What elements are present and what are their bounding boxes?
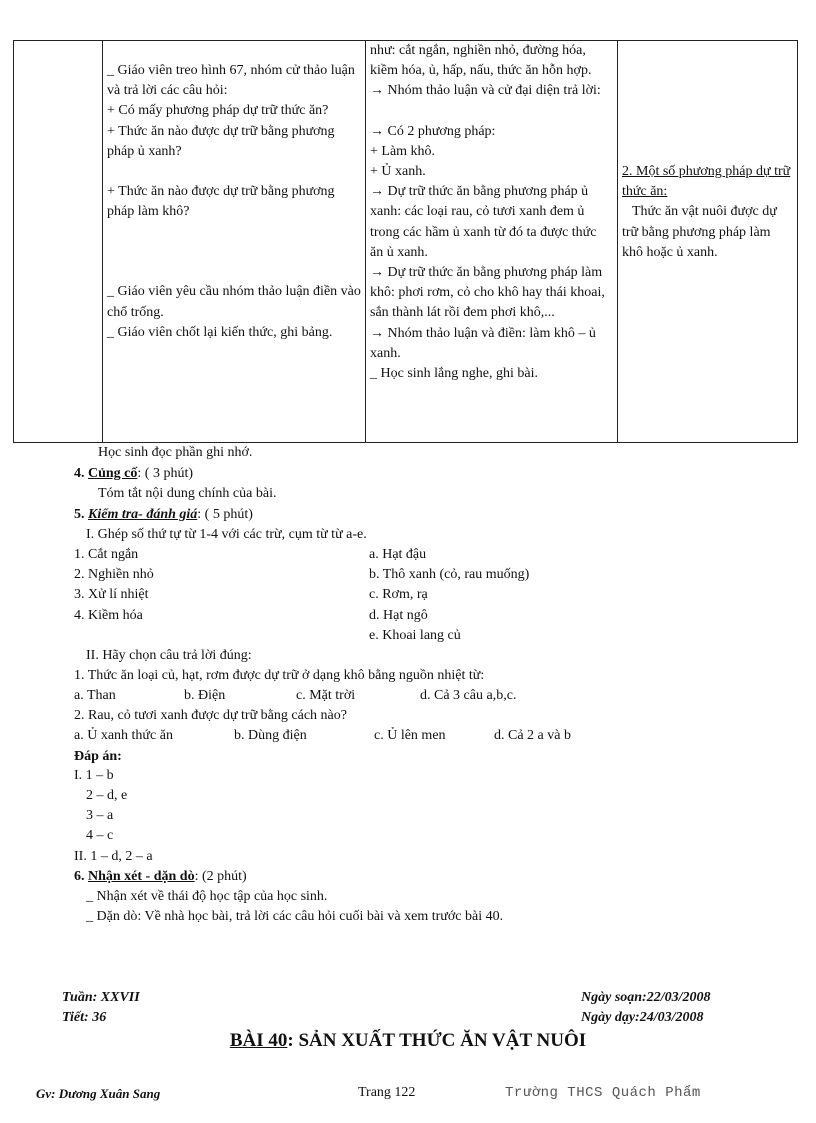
- q2-1-option: d. Cả 3 câu a,b,c.: [420, 688, 517, 703]
- student-line: → Nhóm thảo luận và điền: làm khô – ủ xanh.: [370, 325, 596, 361]
- section-6-line: _ Dặn dò: Về nhà học bài, trả lời các câu hỏi cuối bài và xem trước bài 40.: [86, 909, 504, 924]
- lesson-title-text: : SẢN XUẤT THỨC ĂN VẬT NUÔI: [287, 1030, 587, 1051]
- student-line: → Có 2 phương pháp:: [370, 123, 496, 139]
- student-line: → Nhóm thảo luận và cử đại diện trả lời:: [370, 83, 601, 99]
- student-line: → Dự trữ thức ăn bằng phương pháp làm khô: phơi rơm, cỏ cho khô hay thái khoai, sắn thành lát rồi đem phơi khô,...: [370, 265, 605, 321]
- match-left-item: 4. Kiềm hóa: [74, 608, 143, 623]
- content-cell: [618, 41, 798, 443]
- match-right-item: b. Thô xanh (cỏ, rau muống): [369, 567, 530, 582]
- question-2-1: 1. Thức ăn loại củ, hạt, rơm được dự trữ ở dạng khô bằng nguồn nhiệt từ:: [74, 668, 485, 683]
- lesson-title: [0, 1030, 816, 1052]
- q2-2-option: d. Cả 2 a và b: [494, 728, 571, 743]
- section-4-time: : ( 3 phút): [137, 466, 194, 481]
- answer-label: Đáp án:: [74, 749, 122, 764]
- teacher-line: _ Giáo viên treo hình 67, nhóm cử thảo luận và trả lời các câu hỏi:: [107, 63, 355, 99]
- student-activity-cell: [366, 41, 618, 443]
- lesson-number: BÀI 40: [229, 1030, 288, 1051]
- match-right-item: d. Hạt ngô: [369, 608, 428, 623]
- lesson-table: [13, 40, 798, 443]
- section-6-title: Nhận xét - dặn dò: [88, 869, 195, 884]
- teacher-line: + Thức ăn nào được dự trữ bằng phương pháp làm khô?: [107, 184, 335, 220]
- match-right-item: a. Hạt đậu: [369, 547, 427, 562]
- q2-1-option: a. Than: [74, 688, 116, 703]
- teacher-line: _ Giáo viên chốt lại kiến thức, ghi bảng.: [107, 324, 333, 340]
- read-note: Học sinh đọc phần ghi nhớ.: [98, 445, 253, 460]
- answer-line: II. 1 – d, 2 – a: [74, 849, 153, 864]
- footer-teacher: Gv: Dương Xuân Sang: [36, 1086, 161, 1101]
- section-5-number: 5.: [74, 507, 85, 522]
- match-left-item: 1. Cắt ngắn: [74, 547, 139, 562]
- question-2-2: 2. Rau, cỏ tươi xanh được dự trữ bằng cách nào?: [74, 708, 347, 723]
- teacher-line: + Có mấy phương pháp dự trữ thức ăn?: [107, 103, 329, 119]
- section-5-heading: [74, 505, 253, 525]
- teacher-line: + Thức ăn nào được dự trữ bằng phương pháp ủ xanh?: [107, 123, 335, 159]
- question-2-intro: II. Hãy chọn câu trả lời đúng:: [86, 648, 252, 663]
- match-right-item: e. Khoai lang củ: [369, 628, 461, 643]
- period-label: Tiết: 36: [62, 1010, 107, 1025]
- answer-line: 4 – c: [86, 828, 114, 843]
- student-line: như: cắt ngắn, nghiền nhỏ, đường hóa, kiềm hóa, ủ, hấp, nấu, thức ăn hỗn hợp.: [370, 43, 592, 79]
- footer-page: Trang 122: [358, 1085, 416, 1100]
- answer-line: 3 – a: [86, 808, 114, 823]
- q2-1-option: b. Điện: [184, 688, 226, 703]
- teacher-activity-cell: [103, 41, 366, 443]
- student-line: → Dự trữ thức ăn bằng phương pháp ủ xanh: các loại rau, cỏ tươi xanh đem ủ trong các hầm ủ xanh từ đó ta được thức ăn ủ xanh.: [370, 184, 597, 260]
- q2-2-option: c. Ủ lên men: [374, 728, 446, 743]
- section-4-text: Tóm tắt nội dung chính của bài.: [98, 486, 277, 501]
- match-left-item: 2. Nghiền nhỏ: [74, 567, 154, 582]
- section-6-number: 6.: [74, 869, 85, 884]
- question-1-intro: I. Ghép số thứ tự từ 1-4 với các trừ, cụm từ từ a-e.: [86, 527, 367, 542]
- section-6-time: : (2 phút): [194, 869, 247, 884]
- section-5-time: : ( 5 phút): [197, 507, 253, 522]
- empty-column: [14, 41, 103, 443]
- prep-date: Ngày soạn:22/03/2008: [581, 990, 711, 1005]
- match-left-item: 3. Xử lí nhiệt: [74, 587, 149, 602]
- footer-school: Trường THCS Quách Phẩm: [505, 1085, 701, 1101]
- q2-2-option: a. Ủ xanh thức ăn: [74, 728, 173, 743]
- week-label: Tuần: XXVII: [62, 990, 140, 1005]
- teacher-line: _ Giáo viên yêu cầu nhóm thảo luận điền vào chổ trống.: [107, 284, 361, 320]
- content-heading: 2. Một số phương pháp dự trữ thức ăn:: [622, 164, 791, 200]
- section-6-heading: [74, 867, 247, 887]
- match-right-item: c. Rơm, rạ: [369, 587, 428, 602]
- section-4-title: Củng cố: [88, 466, 138, 481]
- q2-1-option: c. Mặt trời: [296, 688, 356, 703]
- student-line: + Ủ xanh.: [370, 164, 426, 180]
- section-5-title: Kiểm tra- đánh giá: [88, 507, 198, 522]
- student-line: + Làm khô.: [370, 143, 436, 159]
- section-4-heading: [74, 464, 193, 484]
- student-line: _ Học sinh lắng nghe, ghi bài.: [370, 366, 538, 382]
- section-6-line: _ Nhận xét về thái độ học tập của học sinh.: [86, 889, 328, 904]
- teach-date: Ngày dạy:24/03/2008: [581, 1010, 704, 1025]
- q2-2-option: b. Dùng điện: [234, 728, 307, 743]
- answer-line: 2 – d, e: [86, 788, 128, 803]
- content-body: Thức ăn vật nuôi được dự trữ bằng phương pháp làm khô hoặc ủ xanh.: [622, 204, 777, 260]
- section-4-number: 4.: [74, 466, 85, 481]
- answer-line: I. 1 – b: [74, 768, 114, 783]
